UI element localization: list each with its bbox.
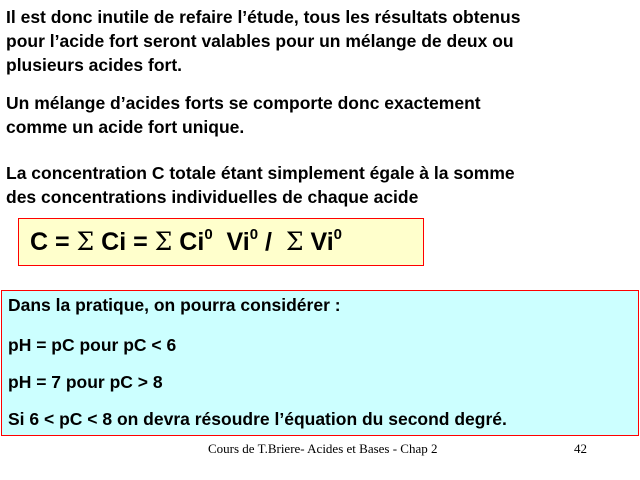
superscript: 0 xyxy=(333,226,343,243)
intro-paragraph xyxy=(6,5,634,77)
formula-term: Vi xyxy=(212,228,250,256)
page-number: 42 xyxy=(574,441,587,456)
formula-term: Vi xyxy=(303,228,334,256)
text-line: pour l’acide fort seront valables pour un mélange de deux ou xyxy=(6,31,514,51)
practice-heading: Dans la pratique, on pourra considérer : xyxy=(8,295,341,315)
superscript: 0 xyxy=(204,226,213,243)
superscript: 0 xyxy=(249,226,259,243)
formula-box xyxy=(18,218,424,266)
practice-rule: pH = pC pour pC < 6 xyxy=(8,335,177,355)
concentration-formula xyxy=(30,227,342,261)
footer-title: Cours de T.Briere- Acides et Bases - Chap 2 xyxy=(208,441,438,456)
formula-term: Ci = xyxy=(94,228,155,256)
practice-rule: Si 6 < pC < 8 on devra résoudre l’équation du second degré. xyxy=(8,409,507,429)
concentration-paragraph xyxy=(6,161,634,209)
practice-box xyxy=(1,290,639,436)
sigma-symbol: Σ xyxy=(154,227,173,256)
text-line: des concentrations individuelles de chaque acide xyxy=(6,187,419,207)
text-line: comme un acide fort unique. xyxy=(6,117,245,137)
text-line: plusieurs acides fort. xyxy=(6,55,183,75)
formula-term: Ci xyxy=(172,228,205,256)
practice-rule: pH = 7 pour pC > 8 xyxy=(8,372,163,392)
sigma-symbol: Σ xyxy=(76,227,95,256)
sigma-symbol: Σ xyxy=(285,227,304,256)
text-line: Un mélange d’acides forts se comporte donc exactement xyxy=(6,93,481,113)
formula-term: / xyxy=(258,228,286,256)
text-line: La concentration C totale étant simplement égale à la somme xyxy=(6,163,515,183)
text-line: Il est donc inutile de refaire l’étude, tous les résultats obtenus xyxy=(6,7,521,27)
formula-lhs: C = xyxy=(30,228,77,256)
mixture-paragraph xyxy=(6,91,634,139)
